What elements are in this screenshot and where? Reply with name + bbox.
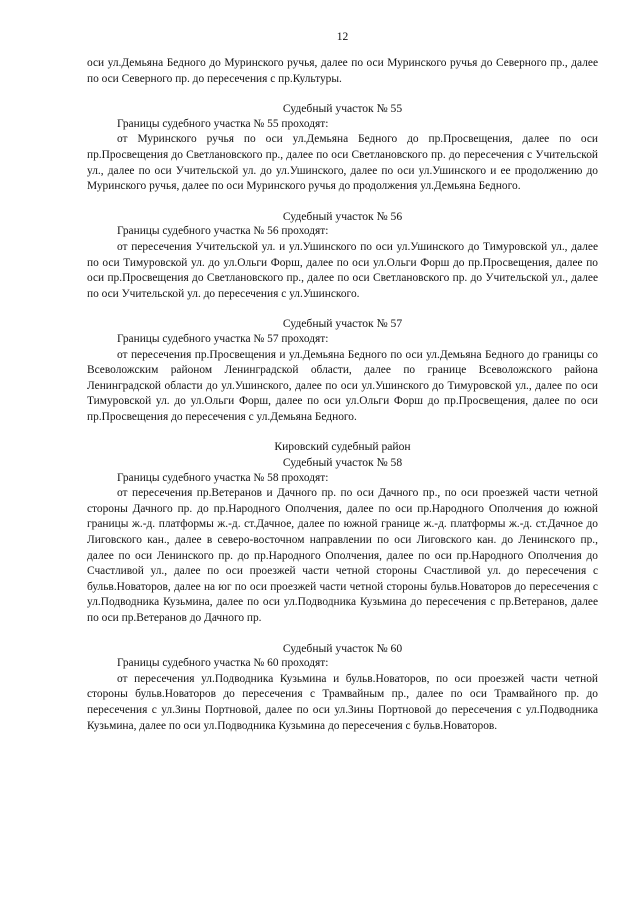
- section-title: Судебный участок № 58: [282, 456, 403, 470]
- section-title: Судебный участок № 57: [282, 317, 403, 331]
- page-number: 12: [336, 31, 349, 43]
- intro-paragraph: оси ул.Демьяна Бедного до Муринского ручья, далее по оси Муринского ручья до Северного пр., далее по оси Северного пр. до пересечения с пр.Культуры.: [87, 57, 598, 85]
- section-subtitle: Границы судебного участка № 57 проходят:: [117, 332, 329, 345]
- section-58: [87, 439, 598, 626]
- section-text: от пересечения пр.Ветеранов и Дачного пр. по оси Дачного пр., по оси проезжей части четной стороны Дачного пр. до пр.Народного Ополчения, далее по оси пр.Народного Ополчения до южной границы ж.-д. платформы ж.-д. ст.Дачное, далее по южной границе ж.-д. платформы ж.-д. ст.Дачное до Лиговского кан., далее в северо-восточном направлении по оси Лиговского кан. до Ленинского пр., далее по оси Ленинского пр. до пр.Народного Ополчения, далее по оси пр.Народного Ополчения до Счастливой ул., далее по оси проезжей части четной стороны Счастливой ул. до пересечения с бульв.Новаторов, далее на юг по оси проезжей части четной стороны бульв.Новаторов до пересечения с ул.Подводника Кузьмина, далее по оси ул.Подводника Кузьмина до пересечения с пр.Ветеранов, далее по оси пр.Ветеранов до Дачного пр.: [87, 487, 598, 624]
- section-60: [87, 641, 598, 735]
- section-title: Судебный участок № 56: [282, 209, 403, 223]
- section-text: от Муринского ручья по оси ул.Демьяна Бедного до пр.Просвещения, далее по оси пр.Просвещения до Светлановского пр., далее по оси Светлановского пр. до пересечения с Учительской ул., далее по оси Учительской ул. до ул.Ушинского, далее по оси ул.Ушинского и ее продолжению до Муринского ручья, далее по оси Муринского ручья до продолжения ул.Демьяна Бедного.: [87, 133, 598, 193]
- section-text: от пересечения Учительской ул. и ул.Ушинского по оси ул.Ушинского до Тимуровской ул., далее по оси Тимуровской ул. до ул.Ольги Форш, далее по оси ул.Ольги Форш до пр.Просвещения, далее по оси пр.Просвещения до Светлановского пр., далее по оси Светлановского пр. до Учительской ул., далее по оси Учительской ул. до пересечения с ул.Ушинского.: [87, 240, 598, 300]
- section-55: [87, 101, 598, 195]
- section-56: [87, 209, 598, 303]
- section-subtitle: Границы судебного участка № 58 проходят:: [117, 471, 329, 484]
- section-subtitle: Границы судебного участка № 55 проходят:: [117, 117, 329, 130]
- section-subtitle: Границы судебного участка № 60 проходят:: [117, 657, 329, 670]
- section-title: Судебный участок № 60: [282, 641, 403, 655]
- section-subtitle: Границы судебного участка № 56 проходят:: [117, 225, 329, 238]
- section-57: [87, 316, 598, 425]
- section-title: Судебный участок № 55: [282, 102, 403, 116]
- district-title: Кировский судебный район: [274, 440, 411, 454]
- section-text: от пересечения ул.Подводника Кузьмина и бульв.Новаторов, по оси проезжей части четной стороны бульв.Новаторов до пересечения с Трамвайным пр., далее по оси Трамвайного пр. до пересечения с ул.Зины Портновой, далее по оси ул.Зины Портновой до пересечения с ул.Подводника Кузьмина, далее по оси ул.Подводника Кузьмина до пересечения с бульв.Новаторов.: [87, 672, 598, 732]
- section-text: от пересечения пр.Просвещения и ул.Демьяна Бедного по оси ул.Демьяна Бедного до границы со Всеволожским районом Ленинградской области, далее по границе Всеволожского района Ленинградской области до ул.Ушинского, далее по оси ул.Ушинского до Тимуровской ул., далее по оси Тимуровской ул. до ул.Ольги Форш, далее по оси ул.Ольги Форш до пр.Просвещения, далее по оси пр.Просвещения до пересечения с ул.Демьяна Бедного.: [87, 348, 598, 423]
